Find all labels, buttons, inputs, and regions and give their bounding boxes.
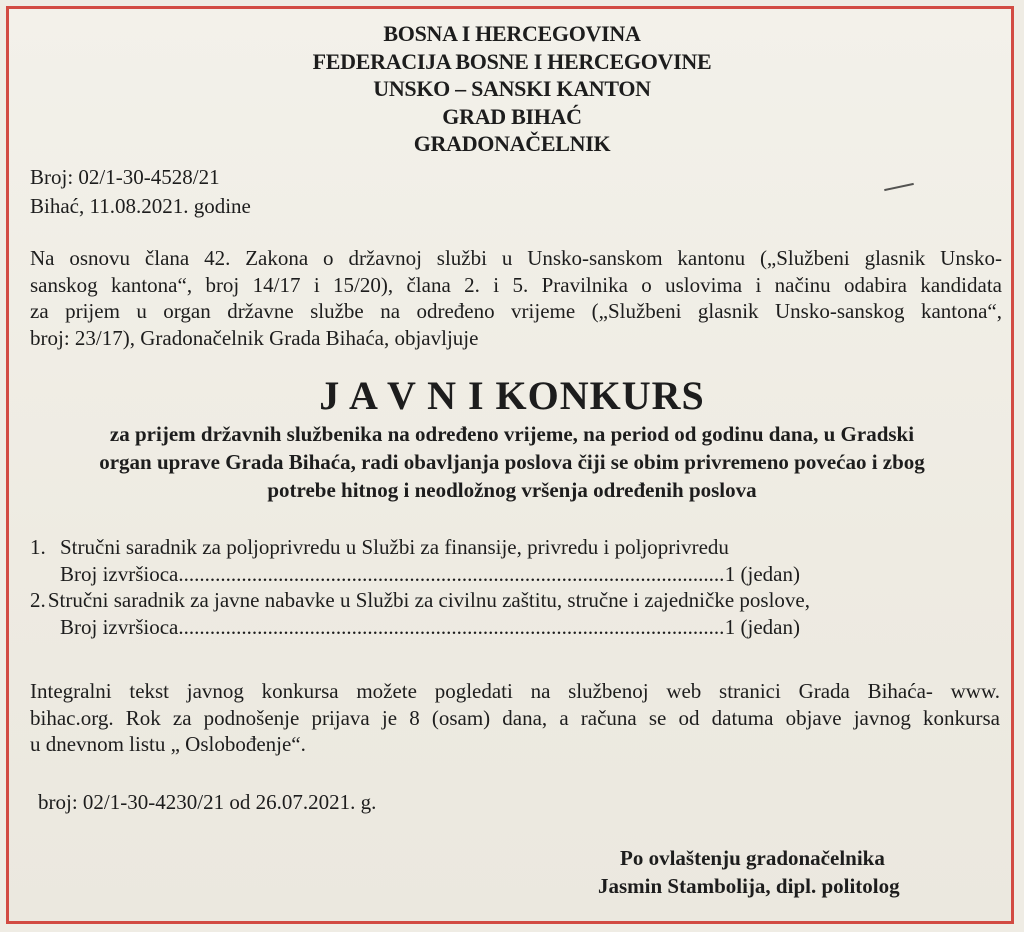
- positions-list: [30, 534, 810, 640]
- position-count-label: Broj izvršioca: [60, 614, 179, 639]
- document-number: Broj: 02/1-30-4528/21: [30, 165, 220, 189]
- header-canton: UNSKO – SANSKI KANTON: [373, 76, 651, 101]
- notice-title: J A V N I KONKURS: [319, 373, 705, 418]
- position-title: Stručni saradnik za javne nabavke u Službi za civilnu zaštitu, stručne i zajedničke poslove,: [47, 588, 810, 612]
- intro-line: broj: 23/17), Gradonačelnik Grada Bihaća, objavljuje: [30, 325, 479, 350]
- signature-authority: Po ovlaštenju gradonačelnika: [620, 846, 885, 870]
- intro-line: Na osnovu člana 42. Zakona o državnoj službi u Unsko-sanskom kantonu („Službeni glasnik Unsko-: [30, 246, 1002, 270]
- letterhead: [0, 20, 1024, 158]
- position-count-value: 1 (jedan): [724, 614, 800, 639]
- position-number: 1.: [30, 535, 46, 559]
- header-city: GRAD BIHAĆ: [442, 103, 582, 129]
- header-federation: FEDERACIJA BOSNE I HERCEGOVINE: [312, 48, 712, 74]
- closing-line: bihac.org. Rok za podnošenje prijava je 8 (osam) dana, a računa se od datuma objave javnog konkursa: [30, 705, 1000, 730]
- subtitle-line: za prijem državnih službenika na određeno vrijeme, na period od godinu dana, u Gradski: [109, 422, 915, 446]
- subtitle-line: potrebe hitnog i neodložnog vršenja određenih poslova: [267, 478, 757, 502]
- intro-line: sanskog kantona“, broj 14/17 i 15/20), člana 2. i 5. Pravilnika o uslovima i načinu odabira kandidata: [30, 272, 1002, 297]
- position-count-label: Broj izvršioca: [60, 561, 179, 586]
- header-country: BOSNA I HERCEGOVINA: [383, 21, 641, 46]
- header-office: GRADONAČELNIK: [413, 131, 611, 156]
- closing-line: u dnevnom listu „ Oslobođenje“.: [30, 732, 306, 756]
- document-meta: [30, 163, 251, 221]
- intro-paragraph: [30, 245, 1002, 351]
- list-item: [30, 587, 810, 640]
- reference-number: broj: 02/1-30-4230/21 od 26.07.2021. g.: [38, 790, 377, 814]
- signature-block: [598, 844, 900, 900]
- closing-line: Integralni tekst javnog konkursa možete pogledati na službenoj web stranici Grada Bihaća- www.: [30, 679, 1000, 703]
- position-number: 2.: [30, 588, 46, 612]
- signature-name: Jasmin Stambolija, dipl. politolog: [598, 874, 900, 898]
- closing-paragraph: [30, 678, 1000, 758]
- intro-line: za prijem u organ državne službe na određeno vrijeme („Službeni glasnik Unsko-sanskog kantona“,: [30, 299, 1002, 323]
- dot-leader: [178, 614, 724, 641]
- list-item: [30, 534, 810, 587]
- dot-leader: [178, 561, 724, 588]
- document-place-date: Bihać, 11.08.2021. godine: [30, 194, 251, 218]
- notice-subtitle: [20, 420, 1004, 504]
- position-title: Stručni saradnik za poljoprivredu u Službi za finansije, privredu i poljoprivredu: [60, 535, 729, 559]
- subtitle-line: organ uprave Grada Bihaća, radi obavljanja poslova čiji se obim privremeno povećao i zbog: [99, 450, 925, 474]
- position-count-value: 1 (jedan): [724, 561, 800, 586]
